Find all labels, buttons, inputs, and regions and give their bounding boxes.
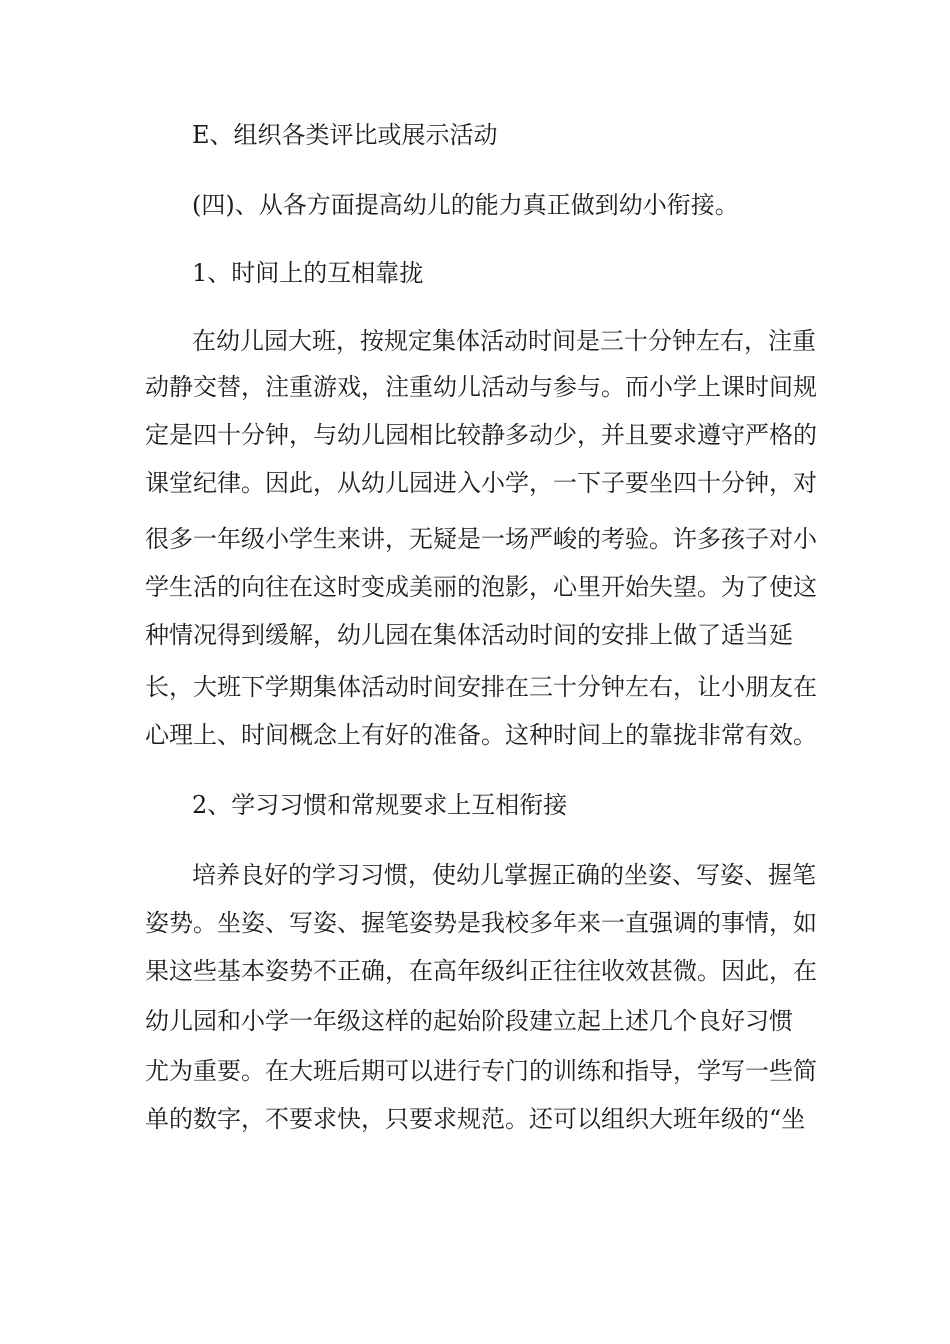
- heading-section-four: (四)、从各方面提高幼儿的能力真正做到幼小衔接。: [192, 191, 739, 219]
- paragraph-2-line: 尤为重要。在大班后期可以进行专门的训练和指导，学写一些简: [145, 1057, 817, 1085]
- paragraph-2-line: 培养良好的学习习惯，使幼儿掌握正确的坐姿、写姿、握笔: [192, 861, 816, 889]
- paragraph-2-line: 幼儿园和小学一年级这样的起始阶段建立起上述几个良好习惯: [145, 1007, 793, 1035]
- paragraph-1-line: 很多一年级小学生来讲，无疑是一场严峻的考验。许多孩子对小: [145, 525, 817, 553]
- paragraph-1-line: 长，大班下学期集体活动时间安排在三十分钟左右，让小朋友在: [145, 673, 817, 701]
- paragraph-1-line: 定是四十分钟，与幼儿园相比较静多动少，并且要求遵守严格的: [145, 421, 817, 449]
- paragraph-2-line: 果这些基本姿势不正确，在高年级纠正往往收效甚微。因此，在: [145, 957, 817, 985]
- paragraph-1-line: 动静交替，注重游戏，注重幼儿活动与参与。而小学上课时间规: [145, 373, 817, 401]
- paragraph-1-line: 种情况得到缓解，幼儿园在集体活动时间的安排上做了适当延: [145, 621, 793, 649]
- paragraph-1-line: 在幼儿园大班，按规定集体活动时间是三十分钟左右，注重: [192, 327, 816, 355]
- item-2-title: 2、学习习惯和常规要求上互相衔接: [192, 791, 568, 819]
- paragraph-2-line: 单的数字，不要求快，只要求规范。还可以组织大班年级的“坐: [145, 1105, 806, 1133]
- heading-e: E、组织各类评比或展示活动: [192, 121, 498, 149]
- paragraph-1-line: 学生活的向往在这时变成美丽的泡影，心里开始失望。为了使这: [145, 573, 817, 601]
- paragraph-2-line: 姿势。坐姿、写姿、握笔姿势是我校多年来一直强调的事情，如: [145, 909, 817, 937]
- paragraph-1-line: 心理上、时间概念上有好的准备。这种时间上的靠拢非常有效。: [145, 721, 817, 749]
- item-1-title: 1、时间上的互相靠拢: [192, 259, 424, 287]
- paragraph-1-line: 课堂纪律。因此，从幼儿园进入小学，一下子要坐四十分钟，对: [145, 469, 817, 497]
